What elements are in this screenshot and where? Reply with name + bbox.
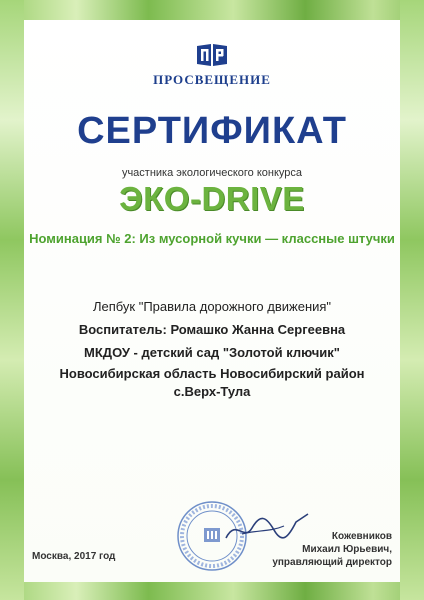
signer-name: Михаил Юрьевич,: [302, 544, 392, 555]
publisher-name: ПРОСВЕЩЕНИЕ: [153, 72, 271, 87]
signer-position: управляющий директор: [272, 557, 392, 568]
nomination: Номинация № 2: Из мусорной кучки — классные штучки: [29, 231, 395, 246]
leaf-border-top: [0, 0, 424, 20]
signer-last-name: Кожевников: [331, 531, 392, 542]
place-date: Москва, 2017 год: [32, 551, 116, 562]
publisher-logo: [0, 42, 424, 88]
signer-block: [272, 530, 392, 569]
book-logo-icon: [195, 42, 229, 68]
village: с.Верх-Тула: [173, 384, 251, 399]
teacher-name: Воспитатель: Ромашко Жанна Сергеевна: [78, 322, 346, 337]
work-title: Лепбук "Правила дорожного движения": [92, 299, 332, 314]
certificate-subtitle: участника экологического конкурса: [121, 167, 303, 179]
leaf-border-bottom: [0, 582, 424, 600]
contest-name: ЭКО-DRIVE: [119, 180, 305, 217]
region: Новосибирская область Новосибирский район: [59, 366, 365, 381]
institution-name: МКДОУ - детский сад "Золотой ключик": [84, 345, 340, 360]
certificate-title: СЕРТИФИКАТ: [77, 110, 347, 152]
